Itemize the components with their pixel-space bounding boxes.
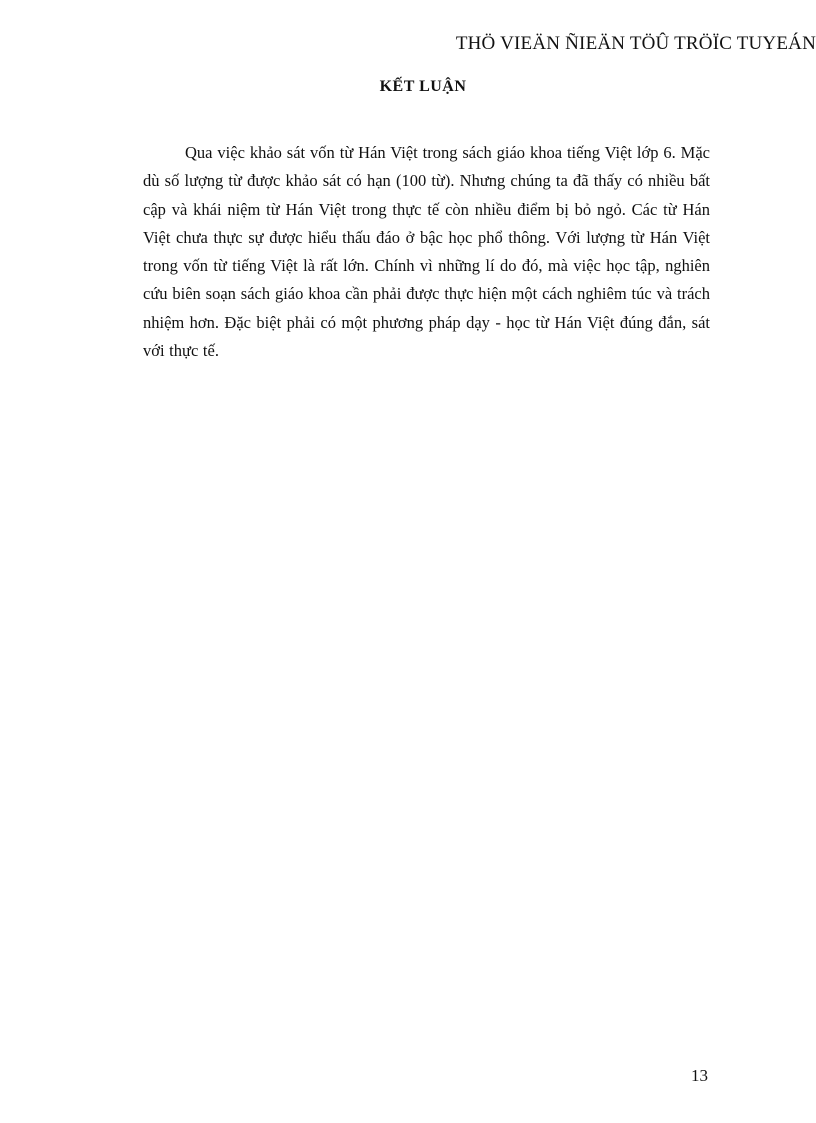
page-number: 13 <box>691 1066 708 1085</box>
section-title: KẾT LUẬN <box>379 78 467 95</box>
running-header: THÖ VIEÄN ÑIEÄN TÖÛ TRÖÏC TUYEÁN <box>455 33 816 54</box>
body-paragraph: Qua việc khảo sát vốn từ Hán Việt trong sách giáo khoa tiếng Việt lớp 6. Mặc dù số lượng từ được khảo sát có hạn (100 từ). Nhưng chúng ta đã thấy có nhiều bất cập và khái niệm từ Hán Việt trong thực tế còn nhiều điểm bị bỏ ngỏ. Các từ Hán Việt chưa thực sự được hiểu thấu đáo ở bậc học phổ thông. Với lượng từ Hán Việt trong vốn từ tiếng Việt là rất lớn. Chính vì những lí do đó, mà việc học tập, nghiên cứu biên soạn sách giáo khoa cần phải được thực hiện một cách nghiêm túc và trách nhiệm hơn. Đặc biệt phải có một phương pháp dạy - học từ Hán Việt đúng đắn, sát với thực tế. <box>143 143 710 361</box>
